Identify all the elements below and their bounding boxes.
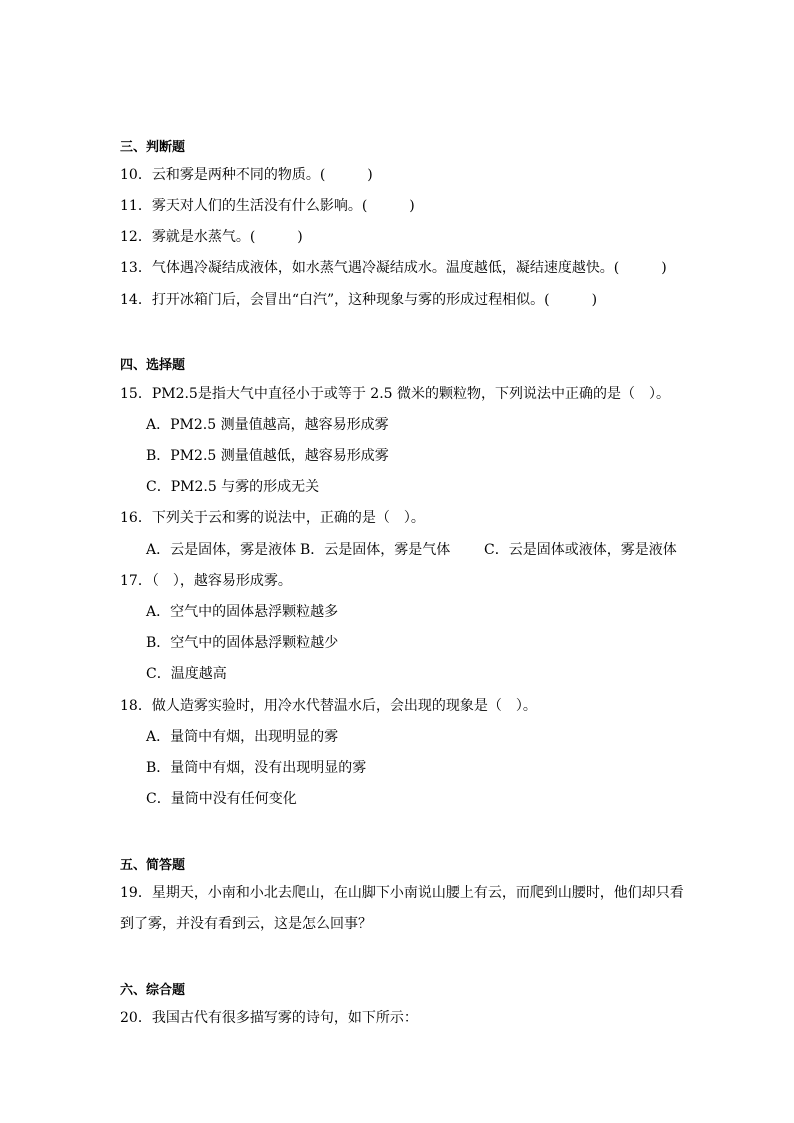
question-17-option-b: B．空气中的固体悬浮颗粒越少 (146, 635, 339, 651)
question-10: 10．云和雾是两种不同的物质。( ) (120, 167, 373, 183)
question-15-option-c: C．PM2.5 与雾的形成无关 (146, 479, 320, 495)
question-16-option-c: C．云是固体或液体，雾是液体 (484, 542, 677, 558)
question-15-option-a: A．PM2.5 测量值越高，越容易形成雾 (146, 417, 389, 433)
question-16-stem: 16．下列关于云和雾的说法中，正确的是（ ）。 (120, 510, 425, 526)
question-19-line-2: 到了雾，并没有看到云，这是怎么回事？ (120, 916, 372, 932)
section-heading-comprehensive: 六、综合题 (120, 983, 186, 998)
question-15-stem: 15．PM2.5是指大气中直径小于或等于 2.5 微米的颗粒物，下列说法中正确的是（ ）。 (120, 386, 670, 402)
question-18-stem: 18．做人造雾实验时，用冷水代替温水后，会出现的现象是（ ）。 (120, 698, 537, 714)
question-14: 14．打开冰箱门后，会冒出“白汽”，这种现象与雾的形成过程相似。( ) (120, 292, 598, 308)
question-17-stem: 17．（ ），越容易形成雾。 (120, 573, 292, 589)
question-12: 12．雾就是水蒸气。( ) (120, 229, 303, 245)
section-heading-short-answer: 五、简答题 (120, 858, 186, 873)
question-16-option-a: A．云是固体，雾是液体 (146, 542, 297, 558)
question-17-option-c: C．温度越高 (146, 666, 227, 682)
section-heading-choice: 四、选择题 (120, 358, 186, 373)
question-16-option-b: B．云是固体，雾是气体 (300, 542, 451, 558)
question-17-option-a: A．空气中的固体悬浮颗粒越多 (146, 604, 339, 620)
question-11: 11．雾天对人们的生活没有什么影响。( ) (120, 198, 415, 214)
question-20: 20．我国古代有很多描写雾的诗句，如下所示： (120, 1010, 418, 1026)
question-13: 13．气体遇冷凝结成液体，如水蒸气遇冷凝结成水。温度越低，凝结速度越快。( ) (120, 260, 667, 276)
question-18-option-c: C．量筒中没有任何变化 (146, 791, 297, 807)
question-15-option-b: B．PM2.5 测量值越低，越容易形成雾 (146, 448, 389, 464)
question-18-option-b: B．量筒中有烟，没有出现明显的雾 (146, 760, 367, 776)
section-heading-judgement: 三、判断题 (120, 140, 186, 155)
question-18-option-a: A．量筒中有烟，出现明显的雾 (146, 729, 339, 745)
question-19-line-1: 19．星期天，小南和小北去爬山，在山脚下小南说山腰上有云，而爬到山腰时，他们却只看 (120, 885, 684, 901)
